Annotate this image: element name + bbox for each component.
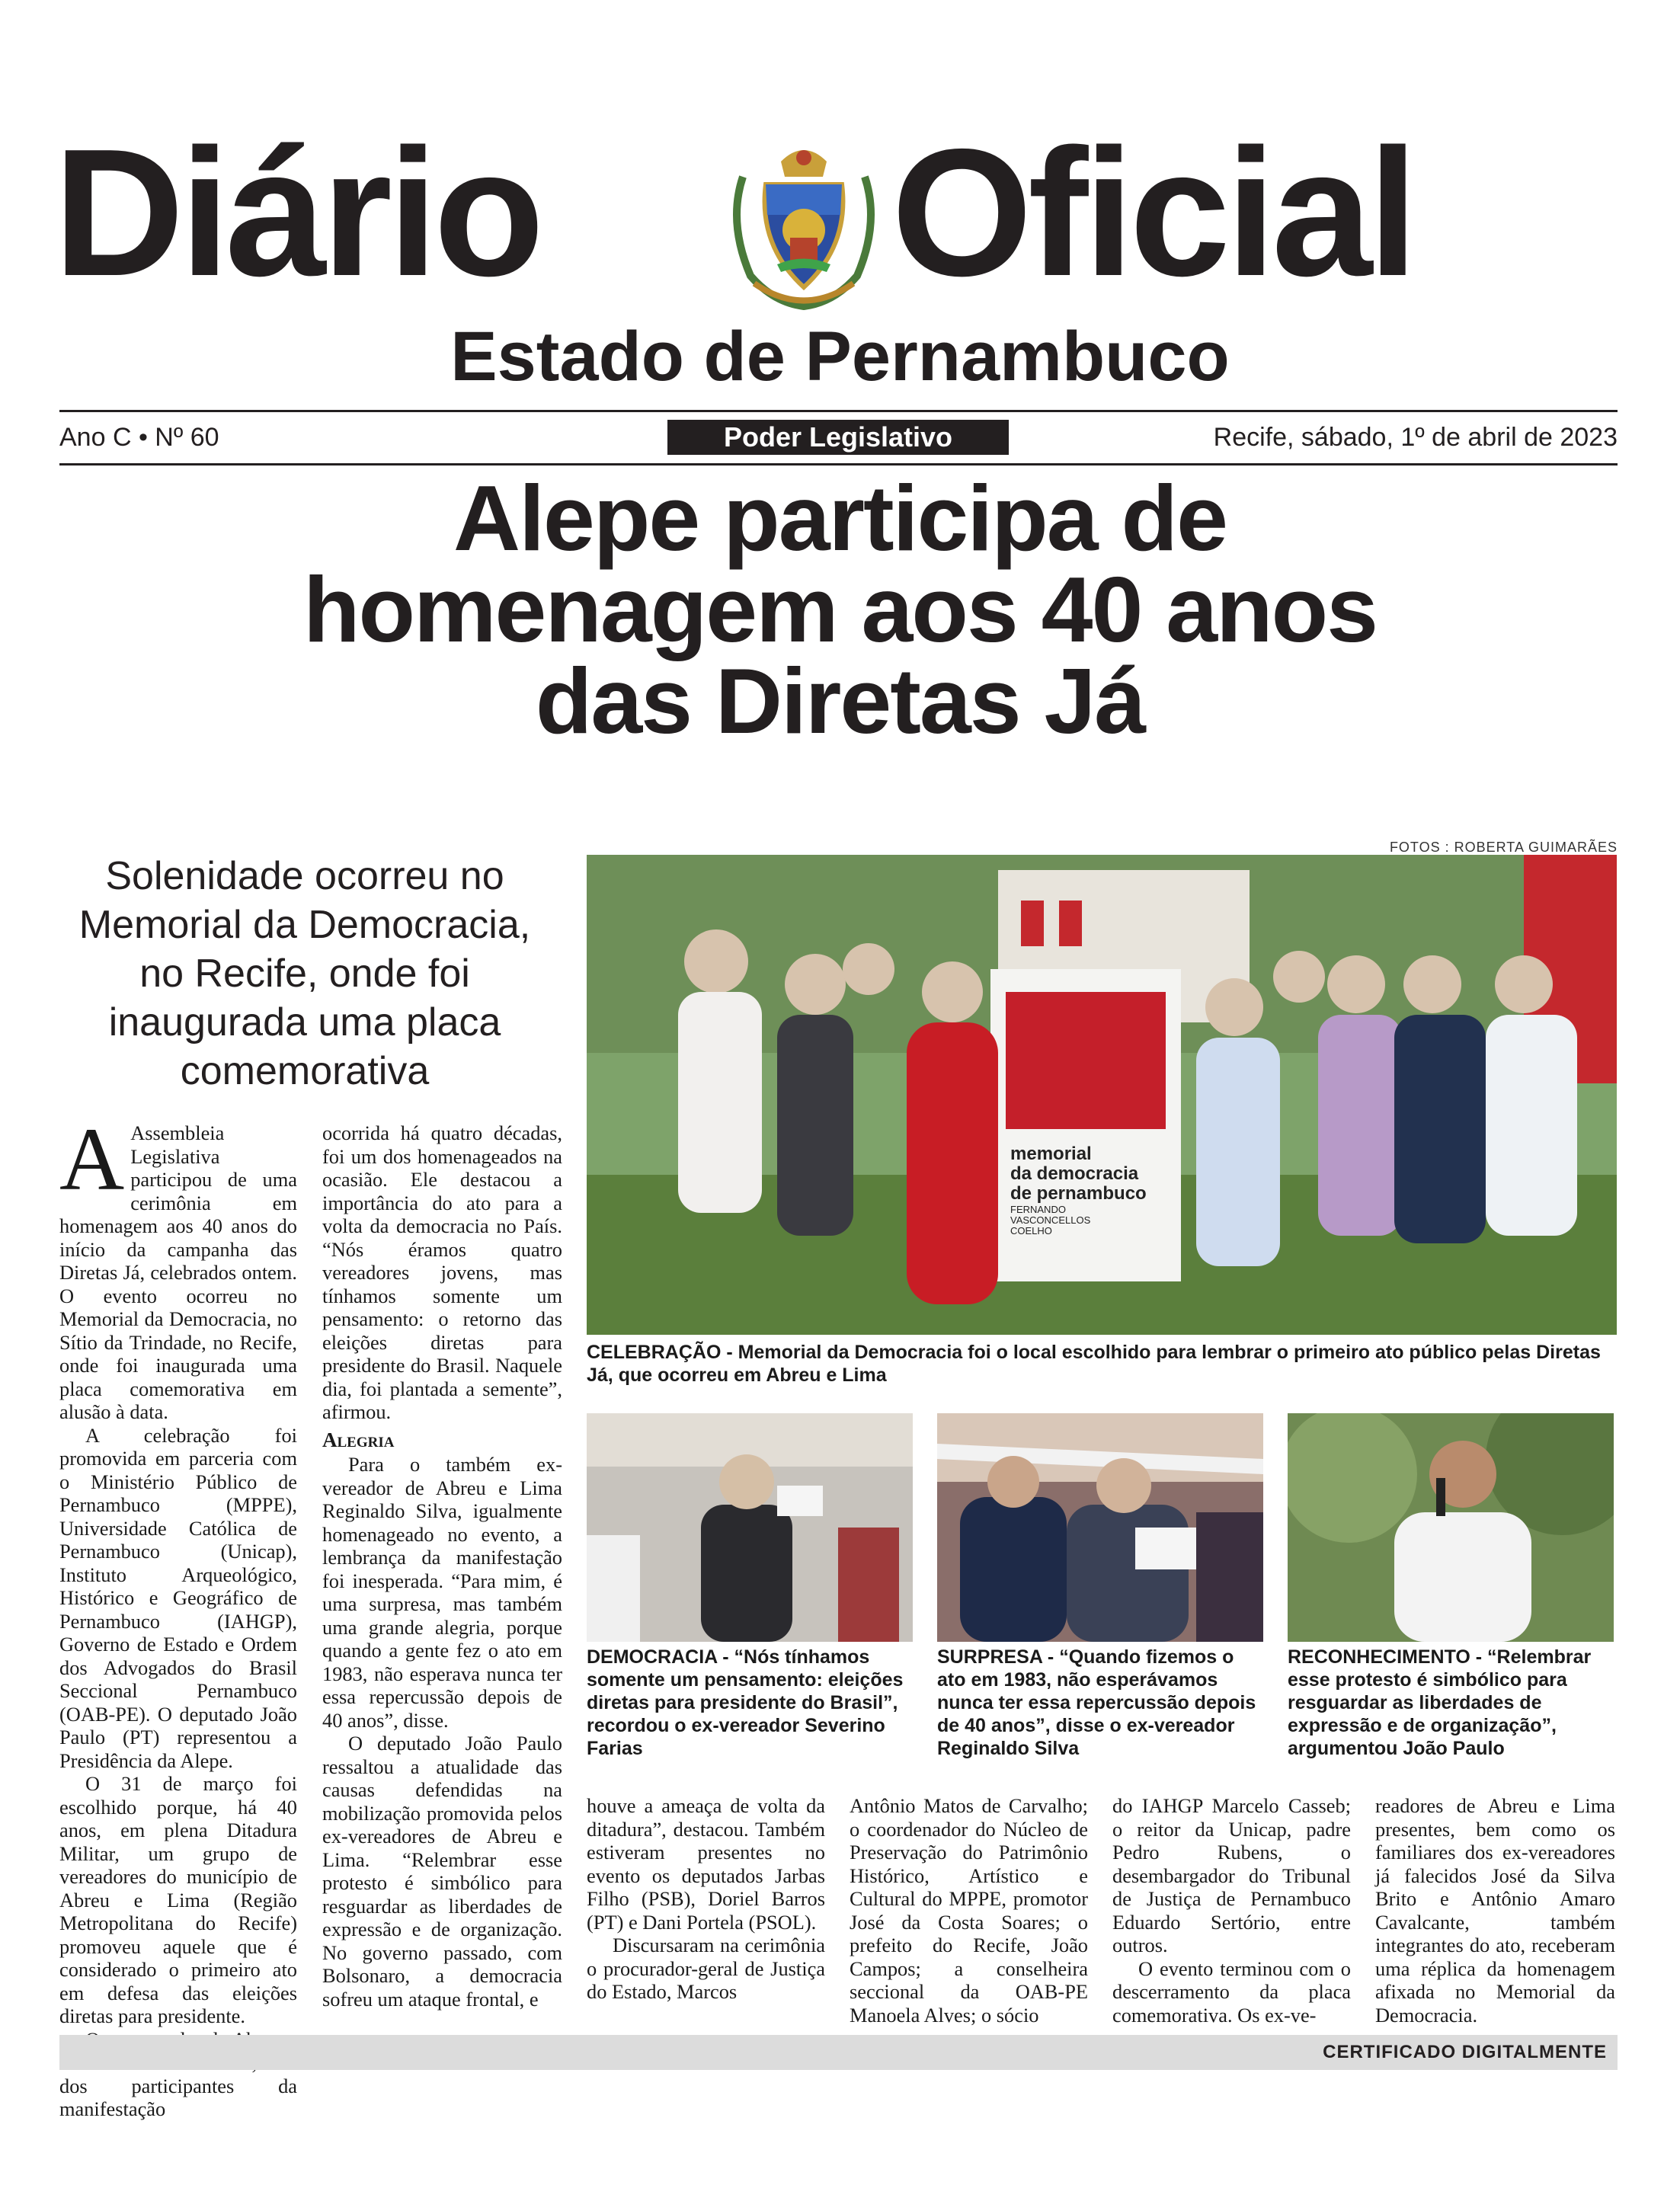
main-photo-caption	[587, 1341, 1617, 1387]
subhead: Alegria	[322, 1428, 395, 1451]
article-column-1	[59, 1109, 297, 2121]
plaque-text: memorial	[1010, 1144, 1092, 1164]
headline-line: Alepe participa de	[453, 466, 1227, 570]
pernambuco-coat-of-arms-icon	[720, 131, 888, 314]
plaque-text: FERNANDO	[1010, 1204, 1066, 1215]
article-column-2	[322, 1121, 562, 2011]
plaque-text: da democracia	[1010, 1163, 1139, 1184]
caption-text: “Quando fizemos o ato em 1983, não esperávamos nunca ter essa repercussão depois de 40 anos”, disse o ex-vereador Reginaldo Silva	[937, 1646, 1256, 1759]
paragraph: readores de Abreu e Lima presentes, bem como os familiares dos ex-vereadores já falecidos José da Silva Brito e Antônio Amaro Cavalcante, também integrantes do ato, receberam uma réplica da homenagem afixada no Memorial da Democracia.	[1375, 1794, 1615, 2027]
plaque-text: VASCONCELLOS	[1010, 1214, 1091, 1226]
paragraph: do IAHGP Marcelo Casseb; o reitor da Unicap, padre Pedro Rubens, o desembargador do Tribunal de Justiça de Pernambuco Eduardo Sertório, entre outros.	[1112, 1794, 1351, 1956]
paragraph: houve a ameaça de volta da ditadura”, destacou. Também estiveram presentes no evento os deputados Jarbas Filho (PSB), Doriel Barros (PT) e Dani Portela (PSOL).	[587, 1794, 825, 1934]
paragraph: A celebração foi promovida em parceria com o Ministério Público de Pernambuco (MPPE), Universidade Católica de Pernambuco (Unicap), Instituto Arqueológico, Histórico e Geográfico de Pernambuco (IAHGP), Governo de Estado e Ordem dos Advogados do Brasil Seccional Pernambuco (OAB-PE). O deputado João Paulo (PT) representou a Presidência da Alepe.	[59, 1423, 297, 1772]
masthead-bottom-rule	[59, 463, 1618, 465]
article-column-4	[850, 1794, 1088, 2027]
caption-text: “Relembrar esse protesto é simbólico para resguardar as liberdades de expressão e de organização”, argumentou João Paulo	[1288, 1646, 1592, 1759]
paragraph: dos participantes da manifestação	[59, 2074, 297, 2120]
caption-reconhecimento	[1288, 1646, 1615, 1760]
deck: Solenidade ocorreu no Memorial da Democracia, no Recife, onde foi inaugurada uma placa comemorativa	[78, 854, 531, 1093]
photo-democracia	[587, 1413, 913, 1642]
photo-credit: FOTOS : ROBERTA GUIMARÃES	[1389, 840, 1618, 855]
caption-text: Memorial da Democracia foi o local escolhido para lembrar o primeiro ato público pelas Diretas Já, que ocorreu em Abreu e Lima	[587, 1342, 1601, 1386]
paragraph: ocorrida há quatro décadas, foi um dos homenageados na ocasião. Ele destacou a importância do ato para a volta da democracia no País. “Nós éramos quatro vereadores jovens, mas tínhamos somente um pensamento: o retorno das eleições diretas para presidente do Brasil. Naquele dia, foi plantada a semente”, afirmou.	[322, 1121, 562, 1423]
paragraph: Antônio Matos de Carvalho; o coordenador do Núcleo de Preservação do Patrimônio Histórico, Artístico e Cultural do MPPE, promotor José da Costa Soares; o prefeito do Recife, João Campos; a conselheira seccional da OAB-PE Manoela Alves; o sócio	[850, 1794, 1088, 2027]
dropcap: A	[59, 1109, 125, 1209]
paragraph: Para o também ex-vereador de Abreu e Lima Reginaldo Silva, igualmente homenageado no evento, a lembrança da manifestação foi inesperada. “Para mim, é uma surpresa, mas também uma grande alegria, porque quando a gente fez o ato em 1983, não esperava nunca ter essa repercussão depois de 40 anos”, disse.	[322, 1453, 562, 1732]
paragraph: Discursaram na cerimônia o procurador-geral de Justiça do Estado, Marcos	[587, 1934, 825, 2003]
photo-surpresa	[937, 1413, 1263, 1642]
caption-democracia	[587, 1646, 913, 1760]
headline-line: homenagem aos 40 anos	[303, 558, 1377, 661]
dateline: Recife, sábado, 1º de abril de 2023	[1213, 423, 1618, 452]
paragraph: Assembleia Legislativa participou de uma cerimônia em homenagem aos 40 anos do início da campanha das Diretas Já, celebrados ontem. O evento ocorreu no Memorial da Democracia, no Sítio da Trindade, no Recife, onde foi inaugurada uma placa comemorativa em alusão à data.	[59, 1121, 297, 1423]
caption-label: CELEBRAÇÃO -	[587, 1342, 733, 1363]
caption-surpresa	[937, 1646, 1265, 1760]
caption-text: “Nós tínhamos somente um pensamento: eleições diretas para presidente do Brasil”, recordou o ex-vereador Severino Farias	[587, 1646, 904, 1759]
plaque-text: COELHO	[1010, 1225, 1052, 1236]
caption-label: DEMOCRACIA -	[587, 1646, 729, 1668]
headline	[107, 466, 1573, 753]
caption-label: SURPRESA -	[937, 1646, 1054, 1668]
masthead-title-left: Diário	[53, 112, 540, 314]
article-column-6	[1375, 1794, 1615, 2027]
masthead-subtitle: Estado de Pernambuco	[450, 318, 1230, 395]
masthead-title-right: Oficial	[891, 112, 1414, 314]
headline-line: das Diretas Já	[535, 649, 1145, 753]
article-column-3	[587, 1794, 825, 2004]
paragraph: O evento terminou com o descerramento da placa comemorativa. Os ex-ve-	[1112, 1956, 1351, 2027]
certified-label: CERTIFICADO DIGITALMENTE	[1323, 2042, 1607, 2062]
photo-reconhecimento	[1288, 1413, 1614, 1642]
plaque-text: de pernambuco	[1010, 1183, 1147, 1204]
issue-number: Ano C • Nº 60	[59, 423, 219, 452]
caption-label: RECONHECIMENTO -	[1288, 1646, 1483, 1668]
article-column-5	[1112, 1794, 1351, 2027]
paragraph: O deputado João Paulo ressaltou a atualidade das causas defendidas na mobilização promovida pelos ex-vereadores de Abreu e Lima. “Relembrar esse protesto é simbólico para resguardar as liberdades de expressão e de organização. No governo passado, com Bolsonaro, a democracia sofreu um ataque frontal, e	[322, 1732, 562, 2011]
paragraph: O 31 de março foi escolhido porque, há 40 anos, em plena Ditadura Militar, um grupo de vereadores do município de Abreu e Lima (Região Metropolitana do Recife) promoveu aquele que é considerado o primeiro ato em defesa das eleições diretas para presidente.	[59, 1772, 297, 2027]
masthead-top-rule	[59, 410, 1618, 412]
section-label: Poder Legislativo	[667, 420, 1009, 455]
main-photo	[587, 855, 1617, 1335]
